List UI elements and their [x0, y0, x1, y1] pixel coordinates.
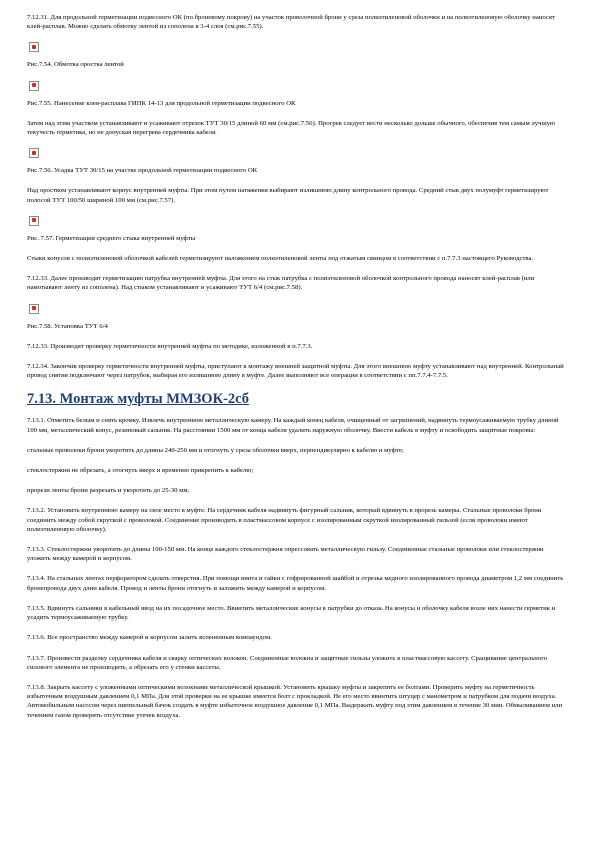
- paragraph-7-13-4: 7.13.4. На стальных лентах перфоратором сделать отверстия. При помощи винта и гайки с гофрированной шайбой и отрезка медного изолированного провода диаметром 1,2 мм соединить бронепровода двух длин кабеля. Провод и ленты брони отогнуть и заложить между камерой и корпусом.: [27, 575, 564, 592]
- figure-caption-7-54: Рис.7.54. Обмотка оростка лентой: [27, 61, 124, 69]
- paragraph-cone-joints: Стыки конусов с полиэтиленовой оболочкой кабелей герметизируют наложением полиэтиленовой ленты под отжатым свинцом в соответствии с п.7.7.3 настоящего Руководства.: [27, 255, 534, 263]
- paragraph-steel-wires: стальные проволоки брони укоротить до длины 240-250 мм и отогнуть у среза оболочки вверх, перпендикулярно к кабелю и муфте;: [27, 446, 404, 454]
- paragraph-7-13-7: 7.13.7. Произвести разделку сердечника кабеля и сварку оптических волокон. Соединенные волокна и защитные гильзы уложить в пластмассовую кассету. Сращивание центрального силового элемента не производить, а обрезать его у стенки кассеты.: [27, 654, 548, 671]
- figure-caption-7-58: Рис.7.58. Установка ТУТ 6/4: [27, 322, 108, 330]
- broken-image-icon: [29, 148, 39, 158]
- paragraph-7-13-3: 7.13.3. Стеклостержни укоротить до длины 100-150 мм. На конце каждого стеклостержня опрессовать металлическую гильзу. Соединенные стальные проволоки или стеклостержни уложить между камерой и корпусом.: [27, 546, 544, 563]
- broken-image-icon: [29, 42, 39, 52]
- broken-image-icon: [29, 81, 39, 91]
- figure-caption-7-55: Рис.7.55. Нанесение клея-расплава ГИПК 14-13 для продольной герметизации подвесного ОК: [27, 99, 296, 107]
- broken-image-icon: [29, 304, 39, 314]
- paragraph-tut-30-15: Затем над этим участком устанавливают и усаживают отрезок ТУТ 30/15 длиной 60 мм (см.рис.7.56). Прогрев следует вести несколько дольше обычного, обеспечив тем самым лучшую текучесть герметика, но не допуская перегрева сердечника кабеля.: [27, 119, 555, 137]
- paragraph-7-12-34: 7.12.34. Закончив проверку герметичности внутренней муфты, приступают к монтажу внешней защитной муфты. Для этого внешнюю муфту устанавливают над внутренней. Контрольный провод снятия подключают через патрубок, выбирая его излишнюю длину в муфте. Далее выполняют все операции в соответствии с пп.7.7.4-7.7.5.: [27, 363, 564, 380]
- document-body: [27, 13, 568, 731]
- figure-caption-7-56: Рис.7.56. Усадка ТУТ 30/15 на участке продольной герметизации подвесного ОК: [27, 167, 258, 175]
- paragraph-7-13-6: 7.13.6. Все пространство между камерой и корпусом залить вспененным компаундом.: [27, 634, 272, 642]
- paragraph-inner-sleeve-body: Над оростком устанавливают корпус внутренней муфты. При этом путем натяжения выбирают излишнюю длину контрольного провода. Средний стык двух полумуфт герметизируют полосой ТУТ 100/50 шириной 100 мм (см.рис.7.57).: [27, 187, 549, 204]
- paragraph-7-13-8: 7.13.8. Закрыть кассету с уложенными оптическими волокнами металлической крышкой. Установить крышку муфты и закрепить ее болтами. Проверить муфту на герметичность избыточным воздушным давлением 0,1 МПа. Для этой проверки на ее крышке имеется болт с прокладкой. Не его место ввинтить штуцер с манометром и патрубком для подачи воздуха. Автомобильным насосом через ниппельный бачок создать в муфте избыточное воздушное давление 0,1 МПа. Выдержать муфту под этим давлением в течение 30 мин. Обмыливанием или течением газом проверить отсутствие утечек воздуха.: [27, 683, 563, 719]
- paragraph-7-12-33-b: 7.12.33. Производят проверку герметичности внутренней муфты по методике, изложенной в п.7.7.3.: [27, 342, 313, 350]
- paragraph-fiberglass-rods: стеклостержни не обрезать, а отогнуть вверх и временно прикрепить к кабелю;: [27, 467, 254, 475]
- paragraph-armor-tape: прорези ленты брони разрезать и укоротить до 25-30 мм.: [27, 487, 190, 495]
- paragraph-7-13-2: 7.13.2. Установить внутреннюю камеру на свое место в муфте. На сердечник кабеля надвинуть фигурный сальник, который вдвинуть в прорезь камеры. Стальные проволоки брони соединить между собой скруткой с проволокой. Соединение производить в пластмассовом корпусе с изолированным скруткой изолированный гильзой (если проволоки имеют полиэтиленовую оболочку).: [27, 507, 542, 533]
- section-heading-7-13[interactable]: 7.13. Монтаж муфты ММЗОК-2сб: [27, 391, 250, 408]
- figure-caption-7-57: Рис. 7.57. Герметизация среднего стыка внутренней муфты: [27, 234, 196, 242]
- paragraph-7-12-31: 7.12.31. Для продольной герметизации подвесного ОК (по броневому покрову) на участок проволочной брони у среза полиэтиленовой оболочки и на полиэтиленовую оболочку наносят клей-расплав. Можно сделать обмотку лентой из сополена в 3-4 слоя (см.рис.7.55).: [27, 14, 555, 31]
- paragraph-7-13-5: 7.13.5. Вдвинуть сальники в кабельный ввод на их посадочное место. Ввинтить металлические конусы в патрубки до отказа. На конусы и оболочку кабеля возле них нанести герметик и усадить термоусаживаемую трубку.: [27, 604, 556, 622]
- paragraph-7-12-33-a: 7.12.33. Далее производят герметизацию патрубка внутренней муфты. Для этого на стык патрубка с полиэтиленовой оболочкой контрольного провода наносят клей-расплав (или намотывают ленту из сополена). Над стыком устанавливают и усаживают ТУТ 6/4 (см.рис.7.58).: [27, 275, 535, 292]
- broken-image-icon: [29, 216, 39, 226]
- paragraph-7-13-1: 7.13.1. Отметить белым и снять кромку. Извлечь внутреннюю металлическую камеру. На каждый конец кабеля, очищенный от загрязнений, надвинуть термоусаживаемую трубку длиной 100 мм, металлический конус, резиновый сальник. На расстоянии 1500 мм от конца кабеля удалить наружную оболочку. Ввести кабель в муфту и освободить защитные покровы:: [27, 417, 559, 434]
